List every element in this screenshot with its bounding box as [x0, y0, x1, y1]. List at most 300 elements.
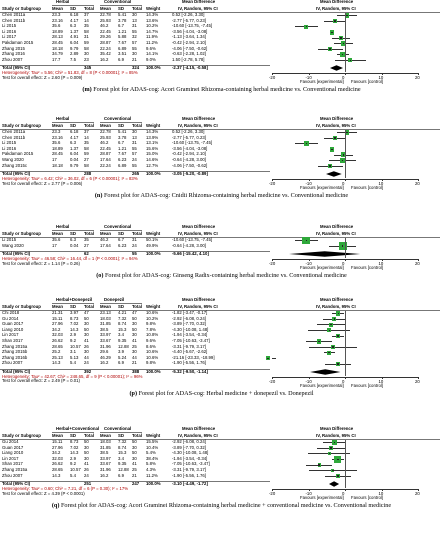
mean-2: 31.85	[100, 444, 111, 450]
x-tick-label: 0	[342, 180, 345, 186]
favours-control-label: Favours [control]	[351, 495, 384, 501]
mean-1: 18.18	[52, 162, 63, 168]
caption-text: Forest plot for ADAS-cog: Herbal medicine + donepezil vs. Donepezil	[137, 390, 314, 397]
mean-difference-ci: 1.50 [-2.78, 5.78]	[172, 56, 205, 62]
md-header-title: Mean Difference	[182, 224, 216, 229]
sd-2: 3.78	[118, 17, 127, 23]
mean-2: 29.6	[100, 349, 109, 355]
mean-1: 27.96	[52, 444, 63, 450]
mean-difference-ci: -0.63 [-2.28, 1.02]	[172, 51, 206, 57]
header-rule	[0, 237, 440, 238]
col-weight: Weight	[146, 230, 161, 236]
mean-1: 18.89	[52, 145, 63, 151]
total-2: 30	[132, 321, 137, 327]
mean-2: 38.5	[100, 450, 109, 456]
mean-1: 15.11	[52, 315, 63, 321]
weight: 9.6%	[146, 338, 156, 343]
study-estimate-point	[338, 313, 340, 315]
x-axis-tick	[345, 377, 346, 379]
total-1: 58	[84, 162, 89, 168]
study-estimate-point	[334, 442, 336, 444]
total-1: 37	[84, 129, 89, 134]
sd-1: 9.2	[70, 461, 76, 467]
col-mean-2: Mean	[100, 432, 111, 438]
weight: 10.6%	[146, 349, 159, 355]
sd-2: 6.23	[118, 157, 127, 162]
sd-2: 3.9	[118, 349, 124, 355]
col-weight: Weight	[146, 5, 161, 11]
sd-1: 10.57	[70, 467, 81, 472]
mean-1: 25.2	[52, 349, 61, 355]
total-2: 24	[132, 157, 137, 162]
study-estimate-point	[318, 464, 320, 466]
mean-1: 18.89	[52, 28, 63, 34]
sd-1: 0.04	[70, 157, 79, 162]
group1-header: Herbal	[56, 224, 70, 229]
sd-1: 6.3	[70, 237, 76, 242]
mean-1: 35.6	[52, 23, 61, 29]
total-2: 13	[132, 17, 137, 23]
total-1: 41	[84, 338, 89, 343]
x-tick-label: 10	[378, 180, 384, 186]
ci-line	[272, 358, 276, 359]
total-1: 31	[84, 34, 89, 40]
total-label: Total (95% CI)	[2, 250, 31, 256]
total-1: 41	[84, 461, 89, 467]
sd-2: 6.23	[118, 242, 127, 248]
heterogeneity-text: Heterogeneity: Tau² = 46.58; Chi² = 16.44, df = 1 (P < 0.0001); I² = 94%	[2, 255, 138, 261]
x-tick-label: 10	[378, 74, 384, 80]
study-name: Zhang 2015a	[2, 343, 28, 349]
sd-1: 3.97	[70, 310, 79, 315]
study-name: Chen 2011b	[2, 134, 26, 140]
weight: 10.8%	[146, 332, 159, 338]
total-1: 30	[84, 455, 89, 461]
mean-difference-ci: -2.77 [-5.77, 0.23]	[172, 134, 206, 140]
sd-2: 5.41	[118, 129, 127, 134]
sd-2: 9.35	[118, 461, 127, 467]
sd-1: 5.4	[70, 472, 76, 478]
col-mean-1: Mean	[52, 5, 63, 11]
total-label: Total (95% CI)	[2, 64, 31, 70]
study-name: Gu 2014	[2, 439, 19, 444]
mean-difference-ci: -2.92 [-6.08, 0.24]	[172, 439, 206, 444]
weight: 11.2%	[146, 40, 158, 45]
zero-reference-line	[345, 238, 346, 258]
total-ci: -3.10 [-4.49, -1.72]	[172, 480, 208, 486]
weight: 14.1%	[146, 51, 159, 57]
sd-2: 6.9	[118, 56, 124, 62]
plot-header-title: Mean Difference	[320, 297, 354, 302]
mean-2: 46.2	[100, 23, 109, 29]
sd-2: 6.7	[118, 23, 124, 29]
mean-1: 34.2	[52, 326, 61, 332]
heterogeneity-text: Heterogeneity: Tau² = 0.60; Chi² = 7.21, df = 6 (P = 0.30); I² = 17%	[2, 485, 129, 491]
total-2: 50	[132, 450, 137, 456]
mean-1: 28.65	[52, 467, 63, 472]
sd-1: 9.79	[70, 162, 79, 168]
x-tick-label: 0	[342, 378, 345, 384]
mean-1: 23.16	[52, 134, 63, 140]
mean-2: 17.64	[100, 157, 111, 162]
caption-text: Forest plot for ADAS-cog: Ginseng Radix-containing herbal medicine vs. Conventional medicine	[103, 272, 347, 280]
md-header-title: Mean Difference	[182, 0, 216, 4]
weight: 13.1%	[146, 140, 159, 146]
weight: 10.6%	[146, 354, 159, 360]
col-study: Study or Subgroup	[2, 303, 41, 309]
sd-2: 7.32	[118, 439, 127, 444]
mean-1: 14.3	[52, 360, 61, 366]
mean-2: 35.42	[100, 51, 111, 57]
col-weight: Weight	[146, 432, 161, 438]
study-name: Gu 2014	[2, 315, 19, 321]
mean-difference-ci: -1.94 [-3.54, -0.34]	[172, 455, 208, 461]
mean-difference-ci: 0.52 [-2.26, 3.30]	[172, 129, 205, 134]
col-sd-2: SD	[118, 432, 124, 438]
caption-letter: (q)	[51, 502, 60, 510]
group2-header: Conventional	[104, 224, 132, 229]
mean-difference-ci: -1.90 [-5.56, 1.76]	[172, 472, 206, 478]
pooled-estimate-diamond	[328, 481, 340, 487]
study-estimate-point	[346, 132, 348, 134]
study-name: Chen 2011b	[2, 17, 26, 23]
sd-1: 6.3	[70, 140, 76, 146]
pooled-estimate-diamond	[325, 171, 343, 177]
sd-1: 1.37	[70, 145, 79, 151]
mean-difference-ci: -0.64 [-4.28, 3.00]	[172, 242, 206, 248]
total-2: 31	[132, 140, 137, 146]
sd-1: 5.13	[70, 354, 79, 360]
total-label: Total (95% CI)	[2, 480, 31, 486]
sd-2: 6.7	[118, 237, 124, 242]
mean-1: 17.7	[52, 56, 61, 62]
total-2: 31	[132, 237, 137, 242]
study-estimate-point	[306, 240, 308, 242]
study-estimate-point	[334, 318, 336, 320]
col-mean-2: Mean	[100, 5, 111, 11]
study-estimate-point	[331, 149, 333, 151]
total-2: 50	[132, 315, 137, 321]
mean-difference-ci: -1.82 [-3.47, -0.17]	[172, 310, 208, 315]
header-rule	[0, 439, 440, 440]
total-label: Total (95% CI)	[2, 170, 31, 176]
study-name: Liang 2010	[2, 450, 24, 456]
total-2: 47	[132, 310, 137, 315]
x-tick-label: 10	[378, 260, 384, 266]
x-tick-label: -20	[269, 490, 276, 496]
total-n-1: 288	[84, 170, 92, 176]
sd-2: 6.89	[118, 45, 127, 51]
col-total-2: Total	[132, 230, 142, 236]
mean-1: 23.3	[52, 129, 61, 134]
total-2: 21	[132, 360, 137, 366]
mean-1: 26.62	[52, 338, 63, 343]
total-1: 58	[84, 28, 89, 34]
mean-difference-ci: -7.05 [-10.63, -3.47]	[172, 461, 210, 467]
sd-1: 7.02	[70, 444, 79, 450]
mean-1: 17	[52, 157, 57, 162]
mean-difference-ci: -2.77 [-5.77, 0.23]	[172, 17, 206, 23]
overall-effect-text: Test for overall effect: Z = 2.60 (P = 0.009)	[2, 74, 83, 80]
mean-2: 16.2	[100, 56, 109, 62]
study-name: Zhang 2015c	[2, 162, 28, 168]
total-2: 50	[132, 326, 137, 332]
plot-header-title: Mean Difference	[320, 224, 354, 229]
study-estimate-point	[306, 143, 308, 145]
sd-1: 6.3	[70, 23, 76, 29]
study-name: Liang 2010	[2, 326, 24, 332]
overall-effect-text: Test for overall effect: Z = 2.49 (P = 0.01)	[2, 378, 80, 384]
col-md-sub: IV, Random, 95% CI	[178, 5, 218, 11]
total-1: 35	[84, 140, 89, 146]
mean-1: 25.13	[52, 354, 63, 360]
col-study: Study or Subgroup	[2, 122, 41, 128]
mean-2: 31.96	[100, 467, 111, 472]
md-header-title: Mean Difference	[182, 426, 216, 431]
total-2: 30	[132, 12, 137, 17]
mean-1: 32.03	[52, 332, 63, 338]
study-estimate-point	[329, 165, 331, 167]
x-tick-label: 0	[342, 74, 345, 80]
total-1: 30	[84, 444, 89, 450]
study-name: Shan 2017	[2, 338, 23, 343]
mean-difference-ci: -7.05 [-10.63, -3.47]	[172, 338, 210, 343]
x-tick-label: -10	[305, 490, 312, 496]
total-1: 27	[84, 157, 89, 162]
study-estimate-point	[334, 137, 336, 139]
caption-letter: (p)	[129, 390, 138, 397]
sd-2: 5.41	[118, 12, 127, 17]
study-estimate-point	[332, 470, 334, 472]
weight: 14.7%	[146, 28, 159, 34]
sd-2: 3.78	[118, 134, 127, 140]
study-estimate-point	[267, 358, 269, 360]
col-total-1: Total	[84, 5, 94, 11]
mean-2: 25.93	[100, 17, 111, 23]
study-name: Zhou 2007	[2, 360, 23, 366]
total-2: 50	[132, 439, 137, 444]
mean-difference-ci: -3.89 [-7.70, 0.32]	[172, 444, 206, 450]
total-weight: 100.0%	[146, 250, 161, 256]
weight: 4.3%	[146, 467, 156, 472]
total-2: 21	[132, 472, 137, 478]
total-2: 30	[132, 444, 137, 450]
favours-control-label: Favours [control]	[351, 185, 384, 191]
sd-1: 8.73	[70, 315, 79, 321]
group2-header: Donepezil	[104, 297, 125, 302]
total-2: 13	[132, 134, 137, 140]
favours-experimental-label: Favours [experimental]	[300, 185, 344, 191]
mean-1: 23.3	[52, 12, 61, 17]
sd-1: 9.2	[70, 338, 76, 343]
sd-2: 1.21	[118, 145, 127, 151]
x-tick-label: -10	[305, 260, 312, 266]
total-1: 24	[84, 360, 89, 366]
x-tick-label: 10	[378, 490, 384, 496]
total-ci: -5.66 [-15.42, 4.10]	[172, 250, 209, 256]
weight: 11.9%	[146, 34, 158, 40]
total-2: 25	[132, 343, 137, 349]
study-name: Lin 2017	[2, 332, 19, 338]
group1-header: Herbal	[56, 0, 70, 4]
mean-1: 28.45	[52, 151, 63, 157]
mean-1: 35.6	[52, 140, 61, 146]
study-estimate-point	[329, 48, 331, 50]
total-n-2: 265	[132, 170, 140, 176]
favours-experimental-label: Favours [experimental]	[300, 79, 344, 85]
sd-2: 5.88	[118, 34, 127, 40]
sd-2: 4.21	[118, 310, 127, 315]
figure-caption	[2, 390, 441, 397]
sd-2: 6.89	[118, 162, 127, 168]
mean-2: 16.2	[100, 360, 109, 366]
diamond-shape	[330, 65, 343, 71]
mean-difference-ci: -3.56 [-4.04, -3.08]	[172, 145, 208, 151]
caption-text: Forest plot for ADAS-cog: Cnidii Rhizoma-containing herbal medicine vs. Conventional medicine	[102, 192, 349, 200]
sd-1: 5.4	[70, 360, 76, 366]
col-sd-2: SD	[118, 5, 124, 11]
mean-2: 22.24	[100, 45, 111, 51]
study-estimate-point	[337, 475, 339, 477]
mean-difference-ci: -3.56 [-4.04, -3.08]	[172, 28, 208, 34]
heterogeneity-text: Heterogeneity: Tau² = 6.42; Chi² = 36.02, df = 6 (P < 0.00001); I² = 83%	[2, 175, 138, 181]
total-weight: 100.0%	[146, 480, 161, 486]
study-name: Li 2015	[2, 237, 17, 242]
pooled-estimate-diamond	[329, 65, 344, 71]
mean-2: 16.2	[100, 472, 109, 478]
x-axis-tick	[345, 73, 346, 75]
total-weight: 100.0%	[146, 368, 161, 374]
mean-2: 33.67	[100, 338, 111, 343]
total-1: 58	[84, 45, 89, 51]
sd-2: 12.88	[118, 343, 129, 349]
plot-header-sub: IV, Random, 95% CI	[316, 122, 356, 128]
mean-difference-ci: -3.31 [-9.79, 3.17]	[172, 343, 206, 349]
total-n-1: 345	[84, 64, 92, 70]
total-ci: -3.05 [-5.20, -0.89]	[172, 170, 208, 176]
x-tick-label: -10	[305, 378, 312, 384]
col-md-sub: IV, Random, 95% CI	[178, 303, 218, 309]
sd-1: 2.9	[70, 332, 76, 338]
total-1: 14	[84, 17, 89, 23]
diamond-shape	[329, 481, 339, 487]
total-2: 30	[132, 129, 137, 134]
total-2: 55	[132, 162, 137, 168]
col-study: Study or Subgroup	[2, 230, 41, 236]
total-n-2: 247	[132, 480, 140, 486]
mean-difference-ci: -4.06 [-7.50, -0.62]	[172, 45, 208, 51]
x-tick-label: 0	[342, 490, 345, 496]
sd-1: 6.18	[70, 12, 79, 17]
total-2: 30	[132, 51, 137, 57]
study-name: Zhou 2007	[2, 472, 23, 478]
heterogeneity-text: Heterogeneity: Tau² = 42.67; Chi² = 248.65, df = 9 (P < 0.00001); I² = 96%	[2, 373, 143, 379]
mean-1: 14.3	[52, 472, 61, 478]
total-1: 50	[84, 326, 89, 332]
col-total-1: Total	[84, 230, 94, 236]
diamond-shape	[326, 171, 342, 177]
mean-1: 32.03	[52, 455, 63, 461]
x-axis-tick	[345, 489, 346, 491]
mean-2: 23.13	[100, 310, 111, 315]
x-tick-label: 0	[342, 260, 345, 266]
weight: 11.2%	[146, 472, 158, 478]
col-total-2: Total	[132, 303, 142, 309]
caption-letter: (m)	[82, 86, 92, 94]
total-2: 41	[132, 461, 137, 467]
x-tick-label: -20	[269, 180, 276, 186]
weight: 14.3%	[146, 12, 159, 17]
sd-1: 4.91	[70, 34, 79, 40]
study-name: Chen 2011a	[2, 12, 26, 17]
sd-2: 8.74	[118, 321, 127, 327]
sd-1: 2.89	[70, 51, 79, 57]
total-1: 58	[84, 145, 89, 151]
plot-header-title: Mean Difference	[320, 116, 354, 121]
weight: 5.4%	[146, 450, 156, 456]
sd-2: 15.3	[118, 326, 127, 332]
mean-2: 29.26	[100, 34, 111, 40]
mean-1: 15.11	[52, 439, 63, 444]
col-total-2: Total	[132, 122, 142, 128]
total-1: 44	[84, 354, 89, 360]
total-2: 32	[132, 34, 137, 40]
study-estimate-point	[342, 54, 344, 56]
total-1: 30	[84, 332, 89, 338]
group1-header: Herbal	[56, 116, 70, 121]
col-study: Study or Subgroup	[2, 432, 41, 438]
mean-2: 22.78	[100, 12, 111, 17]
md-header-title: Mean Difference	[182, 297, 216, 302]
total-2: 44	[132, 354, 137, 360]
study-name: Zhang 2015b	[2, 349, 28, 355]
sd-2: 7.32	[118, 315, 127, 321]
favours-experimental-label: Favours [experimental]	[300, 495, 344, 501]
mean-2: 46.29	[100, 354, 111, 360]
mean-difference-ci: -3.31 [-9.79, 3.17]	[172, 467, 206, 472]
total-n-2: 388	[132, 368, 140, 374]
pooled-estimate-diamond	[288, 251, 361, 257]
mean-2: 25.93	[100, 134, 111, 140]
sd-1: 7.5	[70, 56, 76, 62]
sd-2: 7.67	[118, 40, 127, 45]
study-estimate-point	[337, 363, 339, 365]
mean-2: 17.64	[100, 242, 111, 248]
total-weight: 100.0%	[146, 64, 161, 70]
col-sd-2: SD	[118, 230, 124, 236]
col-md-sub: IV, Random, 95% CI	[178, 230, 218, 236]
x-tick-label: 20	[415, 74, 420, 80]
total-1: 59	[84, 40, 89, 45]
study-estimate-point	[330, 447, 332, 449]
total-1: 35	[84, 237, 89, 242]
study-estimate-point	[343, 43, 345, 45]
sd-2: 1.21	[118, 28, 127, 34]
sd-1: 6.04	[70, 40, 79, 45]
weight: 15.6%	[146, 145, 159, 151]
total-1: 30	[84, 349, 89, 355]
study-estimate-point	[346, 15, 348, 17]
pooled-estimate-diamond	[309, 369, 342, 375]
study-name: Zhang 2016b	[2, 354, 28, 360]
mean-difference-ci: -0.42 [-2.94, 2.10]	[172, 40, 206, 45]
x-tick-label: 10	[378, 378, 384, 384]
x-tick-label: -20	[269, 378, 276, 384]
col-total-1: Total	[84, 432, 94, 438]
total-1: 50	[84, 315, 89, 321]
col-total-1: Total	[84, 122, 94, 128]
col-md-sub: IV, Random, 95% CI	[178, 122, 218, 128]
